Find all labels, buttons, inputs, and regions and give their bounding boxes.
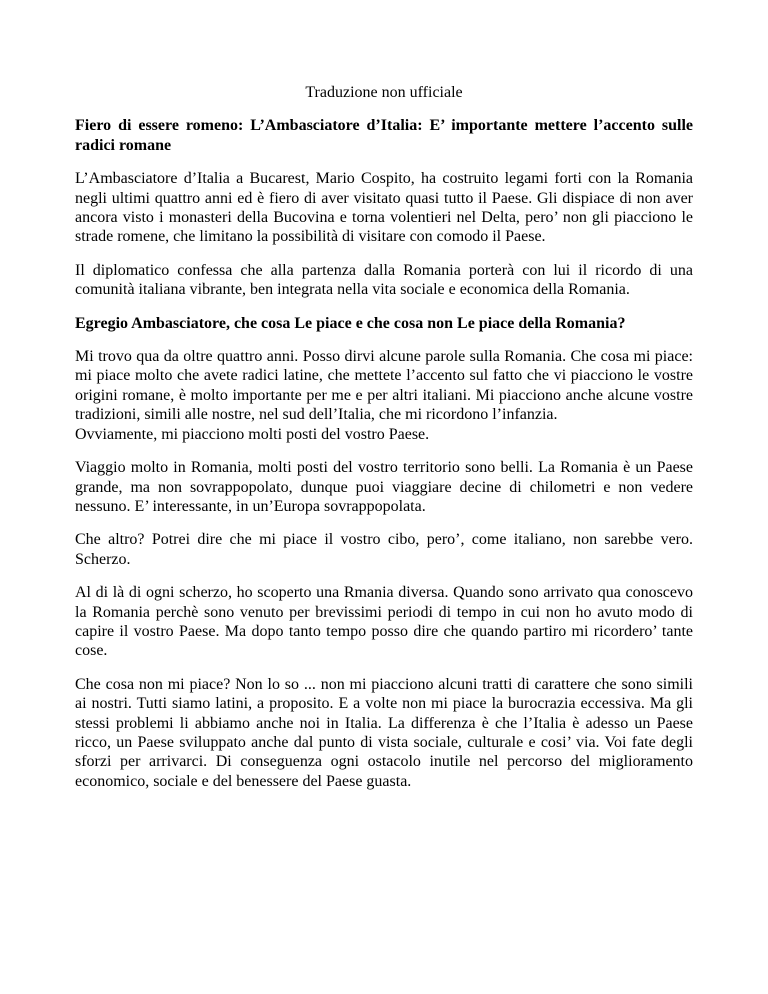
intro-paragraph-2: Il diplomatico confessa che alla partenza dalla Romania porterà con lui il ricordo di una comunità italiana vibrante, ben integrata nella vita sociale e economica della Romania. [75,261,693,299]
interview-question: Egregio Ambasciatore, che cosa Le piace e che cosa non Le piace della Romania? [75,314,626,332]
answer-paragraph-1: Mi trovo qua da oltre quattro anni. Posso dirvi alcune parole sulla Romania. Che cosa mi piace: mi piace molto che avete radici latine, che mettete l’accento sul fatto che vi piacciono le vostre origini romane, è molto importante per me e per altri italiani. Mi piacciono anche alcune vostre tradizioni, simili alle nostre, nel sud dell’Italia, che mi ricordono l’infanzia. [75,348,693,424]
answer-paragraph-5: Al di là di ogni scherzo, ho scoperto una Rmania diversa. Quando sono arrivato qua conoscevo la Romania perchè sono venuto per brevissimi periodi di tempo in cui non ho avuto modo di capire il vostro Paese. Ma dopo tanto tempo posso dire che quando partiro mi ricordero’ tante cose. [75,584,693,660]
translation-note: Traduzione non ufficiale [305,84,463,101]
answer-paragraph-4: Che altro? Potrei dire che mi piace il vostro cibo, pero’, come italiano, non sarebbe vero. Scherzo. [75,531,693,568]
article-title: Fiero di essere romeno: L’Ambasciatore d’Italia: E’ importante mettere l’accento sulle radici romane [75,117,693,154]
document-page [75,83,693,805]
intro-paragraph-1: L’Ambasciatore d’Italia a Bucarest, Mario Cospito, ha costruito legami forti con la Romania negli ultimi quattro anni ed è fiero di aver visitato quasi tutto il Paese. Gli dispiace di non aver ancora visto i monasteri della Bucovina e torna volentieri nel Delta, pero’ non gli piacciono le strade romene, che limitano la possibilità di visitare con comodo il Paese. [75,170,693,246]
answer-paragraph-2: Ovviamente, mi piacciono molti posti del vostro Paese. [75,425,430,443]
answer-paragraph-6: Che cosa non mi piace? Non lo so ... non mi piacciono alcuni tratti di carattere che sono simili ai nostri. Tutti siamo latini, a proposito. E a volte non mi piace la burocrazia eccessiva. Ma gli stessi problemi li abbiamo anche noi in Italia. La differenza è che l’Italia è adesso un Paese ricco, un Paese sviluppato anche dal punto di vista sociale, culturale e cosi’ via. Voi fate degli sforzi per arrivarci. Di conseguenza ogni ostacolo inutile nel percorso del miglioramento economico, sociale e del benessere del Paese guasta. [75,675,693,790]
answer-paragraph-3: Viaggio molto in Romania, molti posti del vostro territorio sono belli. La Romania è un Paese grande, ma non sovrappopolato, dunque puoi viaggiare decine di chilometri e non vedere nessuno. E’ interessante, in un’Europa sovrappopolata. [75,459,693,515]
